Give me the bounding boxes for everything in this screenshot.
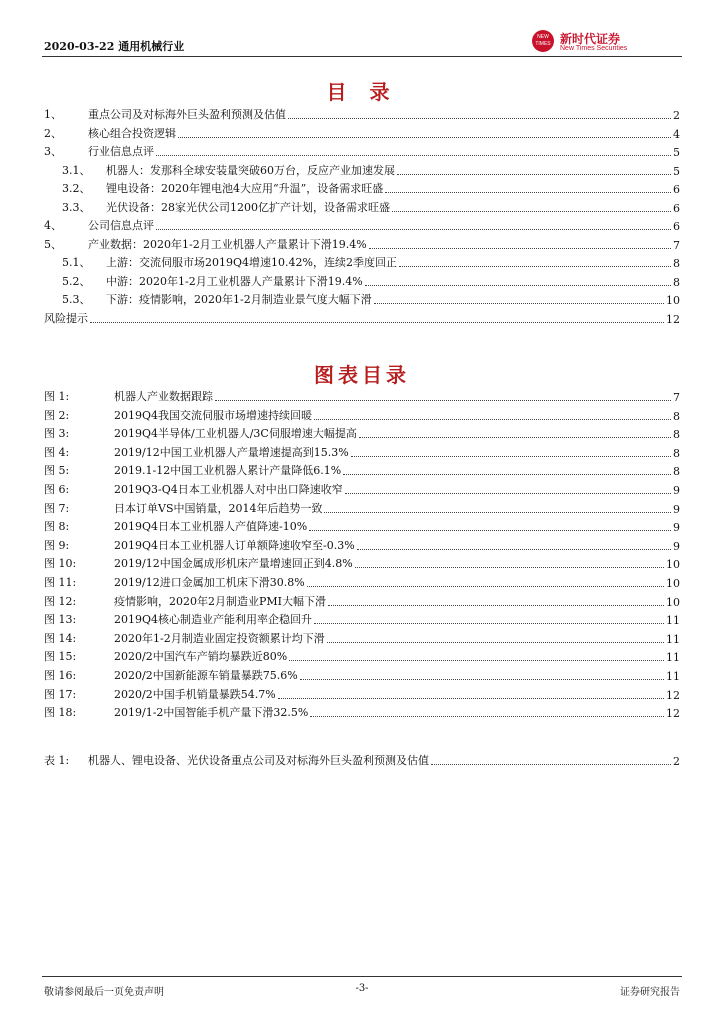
toc-entry-page: 8: [673, 275, 680, 289]
toc-entry-page: 8: [673, 409, 680, 423]
toc-entry-number: 3.3、: [62, 200, 91, 214]
toc-entry[interactable]: [44, 516, 680, 534]
toc-entry-page: 6: [673, 183, 680, 196]
toc-entry-number: 图 15:: [44, 650, 77, 664]
toc-dot-leader: [327, 642, 664, 643]
figures-title: 图表目录: [314, 363, 410, 387]
toc-entry-number: 5.1、: [62, 256, 91, 269]
toc-dot-leader: [289, 660, 664, 661]
toc-entry[interactable]: [44, 405, 680, 423]
toc-entry-number: 5.2、: [62, 274, 91, 288]
toc-dot-leader: [307, 586, 664, 587]
toc-entry-label: 核心组合投资逻辑: [88, 126, 176, 140]
toc-entry-label: 2020/2中国手机销量暴跌54.7%: [114, 687, 276, 701]
footer-rule: [42, 976, 682, 977]
toc-entry[interactable]: [44, 386, 680, 404]
toc-entry-label: 风险提示: [44, 311, 88, 325]
toc-dot-leader: [310, 716, 664, 717]
toc-entry[interactable]: [44, 628, 680, 646]
toc-entry-number: 图 16:: [44, 669, 77, 682]
toc-dot-leader: [355, 567, 664, 568]
toc-entry-label: 行业信息点评: [88, 145, 154, 158]
toc-entry-page: 8: [673, 465, 680, 479]
toc-entry-label: 疫情影响，2020年2月制造业PMI大幅下滑: [114, 594, 327, 608]
toc-entry-number: 表 1:: [44, 754, 70, 767]
toc-entry[interactable]: [44, 123, 680, 141]
toc-entry[interactable]: [62, 252, 680, 270]
toc-dot-leader: [300, 679, 664, 680]
toc-entry-number: 图 5:: [44, 464, 70, 478]
toc-dot-leader: [397, 174, 671, 175]
toc-entry[interactable]: [44, 498, 680, 516]
toc-entry-number: 图 9:: [44, 538, 70, 552]
toc-dot-leader: [288, 118, 671, 119]
toc-entry-number: 5、: [44, 237, 62, 251]
toc-entry-label: 2019/1-2中国智能手机产量下滑32.5%: [114, 706, 309, 720]
toc-entry[interactable]: [62, 178, 680, 196]
toc-entry-page: 9: [673, 539, 680, 553]
toc-entry-page: 8: [673, 446, 680, 460]
toc-entry-number: 3.2、: [62, 182, 91, 195]
toc-entry-page: 11: [666, 651, 680, 665]
toc-entry[interactable]: [44, 646, 680, 664]
toc-dot-leader: [365, 285, 671, 286]
toc-entry-label: 2020/2中国汽车产销均暴跌近80%: [114, 650, 288, 664]
toc-entry-number: 4、: [44, 219, 62, 232]
toc-entry-number: 图 17:: [44, 687, 77, 701]
toc-entry[interactable]: [44, 591, 680, 609]
toc-entry-number: 图 10:: [44, 557, 77, 571]
toc-entry[interactable]: [44, 141, 680, 159]
toc-entry-page: 5: [673, 164, 680, 178]
header-date-category: [44, 38, 184, 54]
toc-dot-leader: [343, 474, 671, 475]
toc-entry[interactable]: [44, 684, 680, 702]
toc-entry[interactable]: [62, 289, 680, 307]
toc-entry-number: 图 7:: [44, 501, 70, 515]
toc-entry-label: 2020/2中国新能源车销量暴跌75.6%: [114, 669, 298, 682]
toc-entry-label: 2019Q4半导体/工业机器人/3C伺服增速大幅提高: [114, 427, 357, 441]
toc-dot-leader: [359, 437, 671, 438]
toc-entry-label: 锂电设备：2020年锂电池4大应用“升温”，设备需求旺盛: [106, 182, 384, 195]
toc-entry[interactable]: [62, 197, 680, 215]
toc-entry-number: 3.1、: [62, 163, 91, 177]
toc-entry-number: 图 1:: [44, 390, 70, 403]
toc-entry-label: 2019.1-12中国工业机器人累计产量降低6.1%: [114, 464, 342, 478]
toc-dot-leader: [156, 155, 671, 156]
toc-entry-number: 图 3:: [44, 427, 70, 441]
toc-entry-number: 图 4:: [44, 445, 70, 459]
toc-entry-page: 11: [666, 614, 680, 628]
toc-dot-leader: [309, 530, 671, 531]
toc-entry[interactable]: [44, 535, 680, 553]
header-category: 通用机械行业: [118, 40, 185, 53]
company-logo: [532, 30, 682, 56]
toc-entry-label: 日本订单VS中国销量，2014年后趋势一致: [114, 501, 323, 515]
toc-entry[interactable]: [44, 750, 680, 768]
toc-dot-leader: [351, 456, 671, 457]
toc-entry-label: 2020年1-2月制造业固定投资额累计均下滑: [114, 631, 325, 645]
toc-entry-number: 图 13:: [44, 613, 77, 627]
toc-entry-number: 图 6:: [44, 483, 70, 496]
toc-entry-number: 1、: [44, 108, 62, 121]
toc-dot-leader: [374, 303, 664, 304]
toc-entry-page: 9: [673, 521, 680, 535]
toc-entry-label: 公司信息点评: [88, 219, 154, 232]
toc-dot-leader: [357, 549, 671, 550]
toc-entry-page: 8: [673, 257, 680, 270]
toc-entry[interactable]: [44, 665, 680, 683]
footer-page-number: -3-: [355, 983, 369, 994]
toc-entry-label: 2019/12中国金属成形机床产量增速回正到4.8%: [114, 557, 353, 571]
footer-report-type: 证券研究报告: [620, 987, 680, 998]
toc-entry-label: 机器人：发那科全球安装量突破60万台，反应产业加速发展: [106, 163, 395, 177]
toc-entry-label: 机器人产业数据跟踪: [114, 390, 213, 403]
toc-entry[interactable]: [44, 609, 680, 627]
toc-entry[interactable]: [44, 308, 680, 326]
toc-entry-number: 图 11:: [44, 576, 77, 589]
toc-entry-label: 2019Q3-Q4日本工业机器人对中出口降速收窄: [114, 483, 343, 496]
toc-entry-page: 12: [666, 688, 680, 702]
toc-entry[interactable]: [44, 215, 680, 233]
toc-entry-page: 10: [666, 294, 680, 307]
toc-entry[interactable]: [44, 702, 680, 720]
toc-entry-label: 2019Q4日本工业机器人产值降速-10%: [114, 520, 308, 534]
toc-entry-label: 产业数据：2020年1-2月工业机器人产量累计下滑19.4%: [88, 237, 367, 251]
toc-entry-page: 5: [673, 146, 680, 159]
toc-dot-leader: [385, 192, 671, 193]
toc-dot-leader: [431, 764, 671, 765]
toc-entry-label: 上游：交流伺服市场2019Q4增速10.42%，连续2季度回正: [106, 256, 397, 269]
toc-dot-leader: [328, 605, 664, 606]
toc-entry-label: 2019Q4核心制造业产能利用率企稳回升: [114, 613, 313, 627]
toc-entry[interactable]: [44, 479, 680, 497]
toc-entry-page: 9: [673, 484, 680, 497]
toc-entry-number: 图 2:: [44, 408, 70, 422]
toc-dot-leader: [399, 266, 671, 267]
toc-dot-leader: [178, 137, 671, 138]
toc-entry-number: 图 18:: [44, 706, 77, 720]
toc-entry-page: 10: [666, 595, 680, 609]
toc-entry-page: 7: [673, 391, 680, 404]
toc-entry[interactable]: [44, 553, 680, 571]
toc-entry[interactable]: [44, 460, 680, 478]
toc-entry-page: 4: [673, 127, 680, 141]
toc-dot-leader: [345, 493, 671, 494]
toc-entry-page: 12: [666, 707, 680, 721]
logo-brand-en: New Times Securities: [560, 45, 628, 52]
toc-entry-page: 11: [666, 632, 680, 646]
toc-entry-page: 12: [666, 312, 680, 326]
toc-entry-number: 2、: [44, 126, 62, 140]
toc-entry-page: 7: [673, 238, 680, 252]
toc-entry-page: 2: [673, 755, 680, 768]
toc-entry-page: 10: [666, 558, 680, 572]
toc-dot-leader: [314, 623, 664, 624]
toc-entry-label: 光伏设备：28家光伏公司1200亿扩产计划，设备需求旺盛: [106, 200, 390, 214]
toc-entry-page: 2: [673, 109, 680, 122]
toc-entry-page: 11: [666, 670, 680, 683]
toc-entry[interactable]: [44, 104, 680, 122]
toc-entry[interactable]: [44, 234, 680, 252]
toc-entry-number: 3、: [44, 145, 62, 158]
toc-entry-number: 图 14:: [44, 631, 77, 645]
toc-entry-label: 2019Q4日本工业机器人订单额降速收窄至-0.3%: [114, 538, 355, 552]
toc-entry-page: 10: [666, 577, 680, 590]
toc-entry-number: 图 12:: [44, 594, 77, 608]
toc-entry-label: 2019/12中国工业机器人产量增速提高到15.3%: [114, 445, 349, 459]
toc-entry-number: 图 8:: [44, 520, 70, 534]
toc-dot-leader: [392, 211, 671, 212]
header-rule: [42, 56, 682, 57]
toc-entry-page: 6: [673, 201, 680, 215]
toc-dot-leader: [90, 322, 664, 323]
toc-entry[interactable]: [62, 271, 680, 289]
toc-entry-page: 9: [673, 502, 680, 516]
toc-dot-leader: [314, 419, 671, 420]
toc-title: 目 录: [326, 80, 398, 104]
toc-entry[interactable]: [44, 572, 680, 590]
toc-entry-label: 2019/12进口金属加工机床下滑30.8%: [114, 576, 305, 589]
toc-entry[interactable]: [62, 160, 680, 178]
toc-entry-page: 8: [673, 428, 680, 442]
toc-dot-leader: [324, 512, 671, 513]
toc-entry[interactable]: [44, 442, 680, 460]
toc-entry-label: 中游：2020年1-2月工业机器人产量累计下滑19.4%: [106, 274, 363, 288]
toc-entry-number: 5.3、: [62, 293, 91, 306]
toc-dot-leader: [278, 698, 664, 699]
toc-dot-leader: [215, 400, 671, 401]
header-date: 2020-03-22: [44, 40, 115, 53]
footer-disclaimer: 敬请参阅最后一页免责声明: [44, 987, 164, 998]
toc-entry-label: 下游：疫情影响，2020年1-2月制造业景气度大幅下滑: [106, 293, 372, 306]
toc-entry-label: 重点公司及对标海外巨头盈利预测及估值: [88, 108, 286, 121]
toc-entry-label: 2019Q4我国交流伺服市场增速持续回暖: [114, 408, 313, 422]
toc-entry-page: 6: [673, 220, 680, 233]
toc-entry[interactable]: [44, 423, 680, 441]
toc-dot-leader: [369, 248, 671, 249]
toc-dot-leader: [156, 229, 671, 230]
logo-mark-icon: NEW TIMES: [532, 30, 554, 52]
toc-entry-label: 机器人、锂电设备、光伏设备重点公司及对标海外巨头盈利预测及估值: [88, 754, 429, 767]
logo-brand-cn: 新时代证券: [560, 32, 621, 46]
